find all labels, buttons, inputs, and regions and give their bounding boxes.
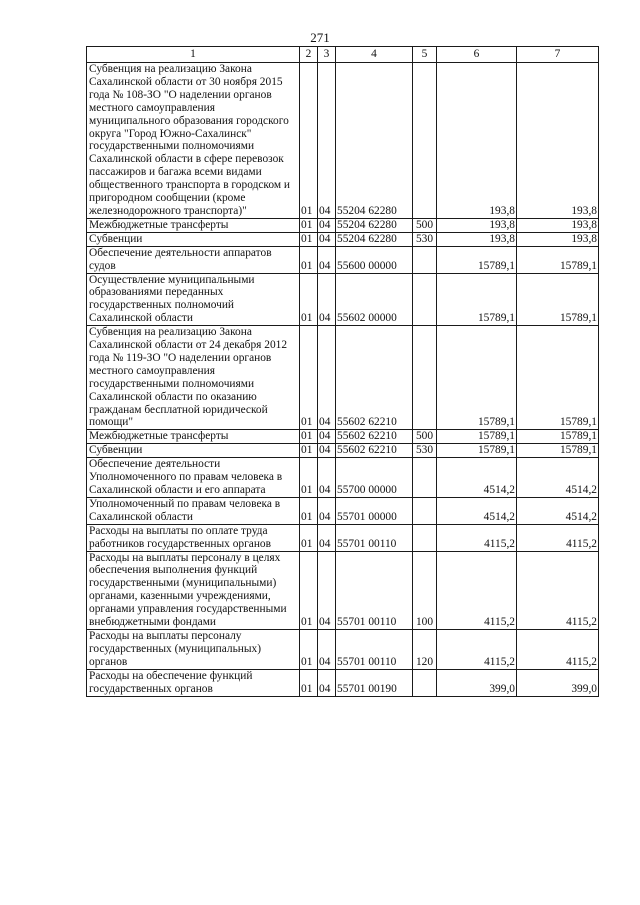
page-number: 271	[310, 30, 330, 45]
row-name: Осуществление муниципальными образованиями переданных государственных полномочий Сахалинской области	[87, 273, 300, 326]
row-name: Субвенция на реализацию Закона Сахалинской области от 30 ноября 2015 года № 108-ЗО "О наделении органов местного самоуправления муниципального образования городского округа "Город Южно-Сахалинск" государственными полномочиями Сахалинской области в сфере перевозок пассажиров и багажа всеми видами общественного транспорта в городском и пригородном сообщении (кроме железнодорожного транспорта)"	[87, 63, 300, 219]
row-target-code: 55602 00000	[336, 273, 413, 326]
row-amount-7: 193,8	[517, 63, 599, 219]
table-row	[87, 524, 599, 551]
row-expense-type: 500	[413, 430, 437, 444]
row-amount-7: 4115,2	[517, 524, 599, 551]
row-section: 01	[300, 326, 318, 430]
row-subsection: 04	[318, 497, 336, 524]
row-subsection: 04	[318, 326, 336, 430]
row-name: Обеспечение деятельности аппаратов судов	[87, 246, 300, 273]
row-amount-6: 15789,1	[437, 444, 517, 458]
table-row	[87, 458, 599, 498]
row-amount-7: 193,8	[517, 232, 599, 246]
row-target-code: 55602 62210	[336, 430, 413, 444]
header-col-2: 2	[300, 47, 318, 63]
row-amount-6: 15789,1	[437, 326, 517, 430]
row-subsection: 04	[318, 551, 336, 629]
table-row	[87, 246, 599, 273]
row-name: Расходы на выплаты персоналу в целях обеспечения выполнения функций государственными (муниципальными) органами, казенными учреждениями, органами управления государственными внебюджетными фондами	[87, 551, 300, 629]
row-subsection: 04	[318, 273, 336, 326]
row-target-code: 55701 00110	[336, 629, 413, 669]
header-col-3: 3	[318, 47, 336, 63]
table-row	[87, 232, 599, 246]
row-amount-7: 4115,2	[517, 551, 599, 629]
row-section: 01	[300, 218, 318, 232]
row-expense-type: 120	[413, 629, 437, 669]
row-name: Обеспечение деятельности Уполномоченного по правам человека в Сахалинской области и его аппарата	[87, 458, 300, 498]
row-section: 01	[300, 232, 318, 246]
row-amount-7: 15789,1	[517, 444, 599, 458]
row-amount-6: 4115,2	[437, 524, 517, 551]
table-row	[87, 430, 599, 444]
row-amount-7: 15789,1	[517, 430, 599, 444]
table-row	[87, 669, 599, 696]
row-subsection: 04	[318, 246, 336, 273]
row-amount-7: 15789,1	[517, 246, 599, 273]
row-section: 01	[300, 246, 318, 273]
row-name: Расходы на выплаты персоналу государственных (муниципальных) органов	[87, 629, 300, 669]
row-expense-type	[413, 524, 437, 551]
row-section: 01	[300, 524, 318, 551]
row-amount-6: 193,8	[437, 63, 517, 219]
row-section: 01	[300, 63, 318, 219]
row-section: 01	[300, 444, 318, 458]
row-subsection: 04	[318, 444, 336, 458]
row-expense-type	[413, 458, 437, 498]
row-target-code: 55204 62280	[336, 63, 413, 219]
row-subsection: 04	[318, 218, 336, 232]
row-amount-7: 15789,1	[517, 273, 599, 326]
header-col-6: 6	[437, 47, 517, 63]
row-amount-6: 15789,1	[437, 273, 517, 326]
row-expense-type: 530	[413, 444, 437, 458]
row-subsection: 04	[318, 524, 336, 551]
table-row	[87, 551, 599, 629]
row-expense-type	[413, 497, 437, 524]
row-expense-type	[413, 63, 437, 219]
row-amount-7: 4115,2	[517, 629, 599, 669]
table-header-row	[87, 47, 599, 63]
row-expense-type: 100	[413, 551, 437, 629]
row-amount-6: 193,8	[437, 218, 517, 232]
row-target-code: 55204 62280	[336, 232, 413, 246]
header-col-7: 7	[517, 47, 599, 63]
row-subsection: 04	[318, 629, 336, 669]
row-section: 01	[300, 458, 318, 498]
row-name: Межбюджетные трансферты	[87, 218, 300, 232]
table-row	[87, 497, 599, 524]
row-amount-6: 4514,2	[437, 497, 517, 524]
row-subsection: 04	[318, 63, 336, 219]
row-section: 01	[300, 430, 318, 444]
row-name: Уполномоченный по правам человека в Сахалинской области	[87, 497, 300, 524]
row-subsection: 04	[318, 430, 336, 444]
row-amount-6: 15789,1	[437, 246, 517, 273]
row-section: 01	[300, 669, 318, 696]
row-subsection: 04	[318, 669, 336, 696]
row-expense-type	[413, 246, 437, 273]
row-target-code: 55701 00110	[336, 551, 413, 629]
row-expense-type	[413, 326, 437, 430]
row-expense-type	[413, 273, 437, 326]
row-subsection: 04	[318, 232, 336, 246]
row-amount-6: 399,0	[437, 669, 517, 696]
row-amount-7: 4514,2	[517, 497, 599, 524]
row-target-code: 55701 00110	[336, 524, 413, 551]
row-name: Субвенция на реализацию Закона Сахалинской области от 24 декабря 2012 года № 119-ЗО "О наделении органов местного самоуправления государственными полномочиями Сахалинской области по оказанию гражданам бесплатной юридической помощи"	[87, 326, 300, 430]
row-amount-7: 399,0	[517, 669, 599, 696]
header-col-1: 1	[87, 47, 300, 63]
row-amount-7: 4514,2	[517, 458, 599, 498]
row-expense-type: 500	[413, 218, 437, 232]
row-amount-7: 193,8	[517, 218, 599, 232]
row-amount-6: 193,8	[437, 232, 517, 246]
row-name: Расходы на обеспечение функций государственных органов	[87, 669, 300, 696]
row-target-code: 55701 00000	[336, 497, 413, 524]
row-amount-6: 4514,2	[437, 458, 517, 498]
row-section: 01	[300, 497, 318, 524]
row-section: 01	[300, 629, 318, 669]
row-target-code: 55600 00000	[336, 246, 413, 273]
row-target-code: 55700 00000	[336, 458, 413, 498]
row-target-code: 55602 62210	[336, 444, 413, 458]
row-amount-7: 15789,1	[517, 326, 599, 430]
row-target-code: 55204 62280	[336, 218, 413, 232]
row-name: Расходы на выплаты по оплате труда работников государственных органов	[87, 524, 300, 551]
row-target-code: 55602 62210	[336, 326, 413, 430]
table-row	[87, 444, 599, 458]
row-name: Межбюджетные трансферты	[87, 430, 300, 444]
row-amount-6: 15789,1	[437, 430, 517, 444]
row-name: Субвенции	[87, 444, 300, 458]
row-section: 01	[300, 551, 318, 629]
row-section: 01	[300, 273, 318, 326]
row-amount-6: 4115,2	[437, 551, 517, 629]
table-row	[87, 326, 599, 430]
table-row	[87, 63, 599, 219]
row-name: Субвенции	[87, 232, 300, 246]
row-target-code: 55701 00190	[336, 669, 413, 696]
header-col-4: 4	[336, 47, 413, 63]
row-expense-type: 530	[413, 232, 437, 246]
row-subsection: 04	[318, 458, 336, 498]
row-expense-type	[413, 669, 437, 696]
row-amount-6: 4115,2	[437, 629, 517, 669]
table-row	[87, 218, 599, 232]
table-row	[87, 273, 599, 326]
table-row	[87, 629, 599, 669]
header-col-5: 5	[413, 47, 437, 63]
budget-table	[86, 46, 599, 697]
